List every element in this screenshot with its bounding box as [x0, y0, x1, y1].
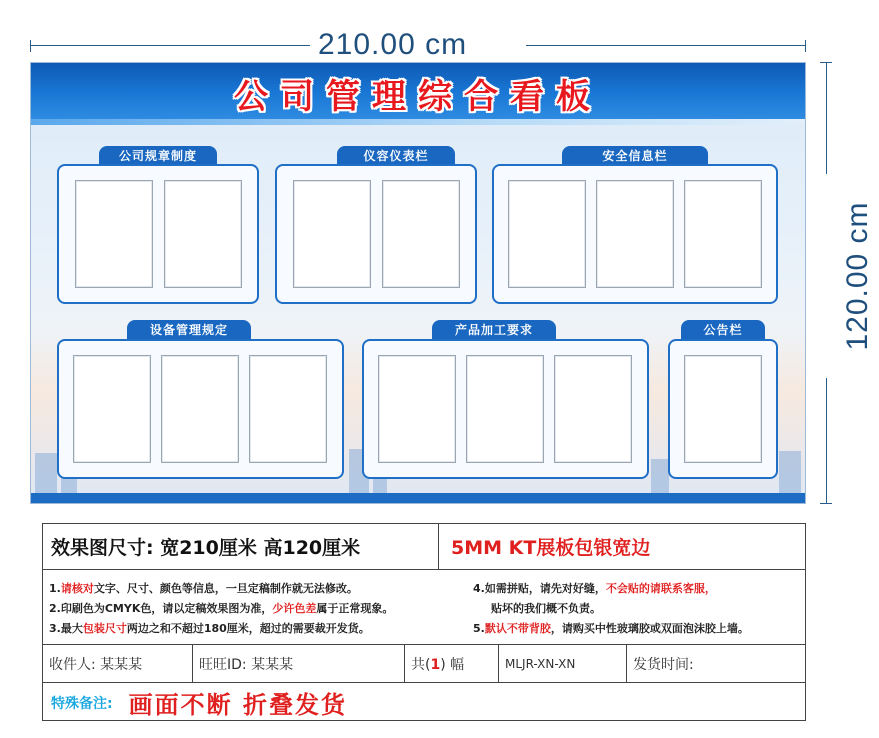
- size-row: [43, 524, 805, 570]
- section-tab-safety: 安全信息栏: [562, 146, 708, 166]
- height-dimension-label: 120.00 cm: [841, 201, 874, 351]
- note-5: 5.默认不带背胶，请购买中性玻璃胶或双面泡沫胶上墙。: [473, 622, 749, 635]
- board-title: 公司管理综合看板: [234, 77, 602, 117]
- section-tab-announcement: 公告栏: [681, 320, 765, 340]
- section-announcement: [668, 339, 778, 479]
- order-info-table: [42, 523, 806, 721]
- shipping-row: [43, 645, 805, 683]
- width-dimension-tick-right: [805, 40, 806, 52]
- count-value: 1: [430, 656, 441, 673]
- pocket: [382, 180, 460, 288]
- height-dimension-tick-top: [820, 62, 832, 63]
- width-dimension-tick-left: [30, 40, 31, 52]
- height-dimension-line-top: [826, 62, 827, 174]
- special-note-label: 特殊备注:: [51, 695, 113, 712]
- city-silhouette: [35, 453, 57, 493]
- pocket: [164, 180, 242, 288]
- special-row: [43, 683, 805, 722]
- section-tab-processing: 产品加工要求: [432, 320, 556, 340]
- section-tab-rules: 公司规章制度: [99, 146, 217, 166]
- section-processing: [362, 339, 649, 479]
- recipient: 收件人: 某某某: [49, 656, 143, 673]
- width-dimension-label: 210.00 cm: [318, 28, 468, 61]
- count-label: 共(1) 幅: [411, 656, 465, 673]
- pocket: [684, 355, 762, 463]
- pocket: [596, 180, 674, 288]
- board-header-stripe: [31, 119, 805, 125]
- pocket: [75, 180, 153, 288]
- notes-row: [43, 570, 805, 645]
- pocket: [508, 180, 586, 288]
- display-board: [30, 62, 806, 504]
- height-dimension-line-bottom: [826, 378, 827, 504]
- pocket: [466, 355, 544, 463]
- width-dimension-line-left: [30, 45, 310, 46]
- section-equipment: [57, 339, 344, 479]
- wangwang-id: 旺旺ID: 某某某: [199, 656, 294, 673]
- note-2: 2.印刷色为CMYK色，请以定稿效果图为准，少许色差属于正常现象。: [49, 602, 394, 615]
- pocket: [554, 355, 632, 463]
- product-code: MLJR-XN-XN: [505, 656, 576, 671]
- ship-time: 发货时间:: [633, 656, 694, 673]
- width-dimension-line-right: [526, 45, 806, 46]
- section-safety: [492, 164, 778, 304]
- board-bottom-bar: [31, 493, 805, 503]
- pocket: [293, 180, 371, 288]
- size-label: 效果图尺寸: 宽210厘米 高120厘米: [51, 537, 361, 559]
- section-appearance: [275, 164, 477, 304]
- section-tab-appearance: 仪容仪表栏: [337, 146, 455, 166]
- height-dimension-tick-bottom: [820, 503, 832, 504]
- note-1: 1.请核对文字、尺寸、颜色等信息，一旦定稿制作就无法修改。: [49, 582, 358, 595]
- pocket: [249, 355, 327, 463]
- section-rules: [57, 164, 259, 304]
- note-4: 4.如需拼贴，请先对好缝，不会贴的请联系客服，: [473, 582, 716, 595]
- pocket: [73, 355, 151, 463]
- note-4-continued: 贴坏的我们概不负责。: [491, 602, 601, 615]
- section-tab-equipment: 设备管理规定: [127, 320, 251, 340]
- city-silhouette: [651, 459, 669, 493]
- city-silhouette: [779, 451, 801, 493]
- special-note-value: 画面不断 折叠发货: [128, 691, 347, 719]
- note-3: 3.最大包装尺寸两边之和不超过180厘米，超过的需要裁开发货。: [49, 622, 370, 635]
- pocket: [378, 355, 456, 463]
- pocket: [684, 180, 762, 288]
- material-label: 5MM KT展板包银宽边: [451, 537, 651, 559]
- pocket: [161, 355, 239, 463]
